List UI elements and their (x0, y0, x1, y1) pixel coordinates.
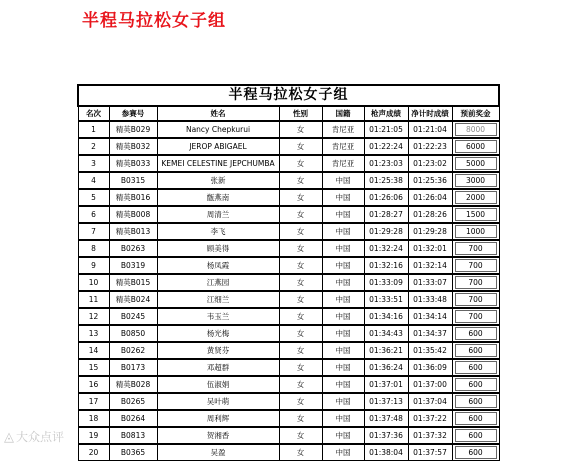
cell-nationality: 中国 (322, 257, 364, 274)
table-row (78, 427, 499, 444)
cell-prize (452, 291, 499, 308)
cell-rank: 9 (78, 257, 109, 274)
table-title: 半程马拉松女子组 (78, 85, 499, 106)
prize-value: 600 (455, 327, 497, 340)
cell-bib: 精英B029 (109, 121, 157, 138)
prize-value: 600 (455, 361, 497, 374)
cell-name: 贺湘香 (157, 427, 279, 444)
cell-gender: 女 (279, 393, 322, 410)
table-row (78, 410, 499, 427)
cell-net-time: 01:34:14 (408, 308, 452, 325)
cell-gun-time: 01:25:38 (364, 172, 408, 189)
cell-name: 伍淑娟 (157, 376, 279, 393)
cell-gun-time: 01:28:27 (364, 206, 408, 223)
cell-name: 江燕园 (157, 274, 279, 291)
cell-net-time: 01:33:48 (408, 291, 452, 308)
cell-bib: 精英B024 (109, 291, 157, 308)
cell-rank: 1 (78, 121, 109, 138)
cell-nationality: 肯尼亚 (322, 121, 364, 138)
cell-rank: 8 (78, 240, 109, 257)
watermark (4, 428, 64, 445)
cell-gender: 女 (279, 240, 322, 257)
cell-nationality: 中国 (322, 206, 364, 223)
table-row (78, 291, 499, 308)
table-row (78, 138, 499, 155)
table-row (78, 206, 499, 223)
prize-value: 6000 (455, 140, 497, 153)
table-row (78, 240, 499, 257)
prize-value: 600 (455, 446, 497, 459)
cell-bib: B0315 (109, 172, 157, 189)
cell-prize (452, 206, 499, 223)
cell-rank: 13 (78, 325, 109, 342)
cell-name: 韦玉兰 (157, 308, 279, 325)
cell-name: Nancy Chepkurui (157, 121, 279, 138)
cell-prize (452, 342, 499, 359)
cell-net-time: 01:34:37 (408, 325, 452, 342)
cell-gender: 女 (279, 410, 322, 427)
cell-net-time: 01:36:09 (408, 359, 452, 376)
cell-prize (452, 359, 499, 376)
cell-nationality: 中国 (322, 291, 364, 308)
cell-name: 张新 (157, 172, 279, 189)
cell-bib: B0365 (109, 444, 157, 461)
prize-value: 700 (455, 310, 497, 323)
cell-prize (452, 376, 499, 393)
cell-nationality: 中国 (322, 274, 364, 291)
cell-bib: 精英B016 (109, 189, 157, 206)
cell-bib: B0245 (109, 308, 157, 325)
cell-net-time: 01:22:23 (408, 138, 452, 155)
prize-value: 700 (455, 276, 497, 289)
cell-name: 李飞 (157, 223, 279, 240)
cell-bib: B0264 (109, 410, 157, 427)
cell-name: 杨光梅 (157, 325, 279, 342)
cell-prize (452, 121, 499, 138)
table-row (78, 376, 499, 393)
cell-net-time: 01:26:04 (408, 189, 452, 206)
table-row (78, 444, 499, 461)
cell-gun-time: 01:37:13 (364, 393, 408, 410)
table-body (78, 121, 499, 461)
cell-gender: 女 (279, 308, 322, 325)
cell-nationality: 中国 (322, 325, 364, 342)
cell-nationality: 中国 (322, 427, 364, 444)
cell-name: 杨凤霞 (157, 257, 279, 274)
prize-value: 700 (455, 293, 497, 306)
cell-gender: 女 (279, 427, 322, 444)
cell-nationality: 中国 (322, 172, 364, 189)
page-heading: 半程马拉松女子组 (82, 11, 226, 31)
cell-rank: 3 (78, 155, 109, 172)
column-header-prize: 预前奖金 (452, 106, 499, 121)
table-row (78, 325, 499, 342)
cell-nationality: 中国 (322, 342, 364, 359)
cell-gun-time: 01:22:24 (364, 138, 408, 155)
camera-icon: ◬ (4, 430, 14, 445)
cell-net-time: 01:37:22 (408, 410, 452, 427)
cell-prize (452, 138, 499, 155)
cell-rank: 17 (78, 393, 109, 410)
cell-gun-time: 01:21:05 (364, 121, 408, 138)
cell-net-time: 01:37:32 (408, 427, 452, 444)
cell-name: 甑燕南 (157, 189, 279, 206)
cell-nationality: 中国 (322, 359, 364, 376)
cell-nationality: 中国 (322, 308, 364, 325)
cell-bib: B0262 (109, 342, 157, 359)
cell-bib: 精英B015 (109, 274, 157, 291)
cell-rank: 7 (78, 223, 109, 240)
table-row (78, 189, 499, 206)
cell-gun-time: 01:37:36 (364, 427, 408, 444)
cell-net-time: 01:35:42 (408, 342, 452, 359)
cell-rank: 20 (78, 444, 109, 461)
cell-rank: 2 (78, 138, 109, 155)
cell-nationality: 中国 (322, 410, 364, 427)
column-header-name: 姓名 (157, 106, 279, 121)
cell-bib: B0263 (109, 240, 157, 257)
cell-rank: 14 (78, 342, 109, 359)
cell-prize (452, 172, 499, 189)
cell-prize (452, 325, 499, 342)
table-row (78, 308, 499, 325)
cell-prize (452, 410, 499, 427)
cell-bib: B0850 (109, 325, 157, 342)
cell-bib: 精英B008 (109, 206, 157, 223)
cell-prize (452, 308, 499, 325)
table-row (78, 121, 499, 138)
cell-prize (452, 257, 499, 274)
cell-prize (452, 240, 499, 257)
cell-gender: 女 (279, 257, 322, 274)
cell-gender: 女 (279, 291, 322, 308)
cell-rank: 16 (78, 376, 109, 393)
cell-gun-time: 01:36:21 (364, 342, 408, 359)
cell-name: 周利辉 (157, 410, 279, 427)
cell-nationality: 肯尼亚 (322, 155, 364, 172)
cell-nationality: 中国 (322, 393, 364, 410)
cell-bib: B0813 (109, 427, 157, 444)
cell-net-time: 01:21:04 (408, 121, 452, 138)
prize-value: 600 (455, 395, 497, 408)
cell-gun-time: 01:34:43 (364, 325, 408, 342)
cell-net-time: 01:32:01 (408, 240, 452, 257)
cell-gun-time: 01:36:24 (364, 359, 408, 376)
cell-rank: 12 (78, 308, 109, 325)
cell-name: 吴叶萌 (157, 393, 279, 410)
cell-net-time: 01:23:02 (408, 155, 452, 172)
cell-nationality: 中国 (322, 376, 364, 393)
cell-gun-time: 01:37:01 (364, 376, 408, 393)
prize-value: 600 (455, 378, 497, 391)
cell-name: 邓超群 (157, 359, 279, 376)
cell-gun-time: 01:23:03 (364, 155, 408, 172)
cell-name: KEMEI CELESTINE JEPCHUMBA (157, 155, 279, 172)
cell-rank: 6 (78, 206, 109, 223)
cell-gender: 女 (279, 342, 322, 359)
cell-bib: B0265 (109, 393, 157, 410)
prize-value: 600 (455, 429, 497, 442)
table-row (78, 393, 499, 410)
cell-gender: 女 (279, 223, 322, 240)
cell-gun-time: 01:34:16 (364, 308, 408, 325)
cell-name: 黄贤芬 (157, 342, 279, 359)
prize-value: 600 (455, 344, 497, 357)
prize-value: 8000 (455, 123, 497, 136)
cell-nationality: 中国 (322, 240, 364, 257)
cell-bib: 精英B013 (109, 223, 157, 240)
column-header-nationality: 国籍 (322, 106, 364, 121)
table-row (78, 342, 499, 359)
cell-bib: B0173 (109, 359, 157, 376)
cell-prize (452, 393, 499, 410)
table-row (78, 274, 499, 291)
cell-gun-time: 01:29:28 (364, 223, 408, 240)
cell-gun-time: 01:26:06 (364, 189, 408, 206)
cell-gender: 女 (279, 359, 322, 376)
cell-gender: 女 (279, 155, 322, 172)
table-row (78, 257, 499, 274)
cell-bib: 精英B032 (109, 138, 157, 155)
prize-value: 600 (455, 412, 497, 425)
table-row (78, 155, 499, 172)
cell-bib: B0319 (109, 257, 157, 274)
cell-gender: 女 (279, 121, 322, 138)
column-header-gun-time: 枪声成绩 (364, 106, 408, 121)
cell-name: 吴盈 (157, 444, 279, 461)
column-header-gender: 性别 (279, 106, 322, 121)
cell-bib: 精英B033 (109, 155, 157, 172)
table-row (78, 223, 499, 240)
cell-rank: 19 (78, 427, 109, 444)
cell-rank: 5 (78, 189, 109, 206)
cell-bib: 精英B028 (109, 376, 157, 393)
cell-net-time: 01:33:07 (408, 274, 452, 291)
cell-gun-time: 01:32:24 (364, 240, 408, 257)
prize-value: 1500 (455, 208, 497, 221)
prize-value: 1000 (455, 225, 497, 238)
table-row (78, 172, 499, 189)
cell-name: 顾美得 (157, 240, 279, 257)
cell-prize (452, 189, 499, 206)
results-table (77, 84, 500, 461)
prize-value: 700 (455, 259, 497, 272)
column-header-rank: 名次 (78, 106, 109, 121)
cell-gun-time: 01:37:48 (364, 410, 408, 427)
prize-value: 700 (455, 242, 497, 255)
cell-gun-time: 01:33:09 (364, 274, 408, 291)
cell-prize (452, 274, 499, 291)
cell-rank: 4 (78, 172, 109, 189)
cell-gun-time: 01:33:51 (364, 291, 408, 308)
cell-net-time: 01:37:00 (408, 376, 452, 393)
cell-prize (452, 155, 499, 172)
cell-prize (452, 427, 499, 444)
cell-gender: 女 (279, 444, 322, 461)
cell-gender: 女 (279, 376, 322, 393)
prize-value: 3000 (455, 174, 497, 187)
cell-gender: 女 (279, 172, 322, 189)
cell-net-time: 01:37:04 (408, 393, 452, 410)
column-header-net-time: 净计时成绩 (408, 106, 452, 121)
prize-value: 2000 (455, 191, 497, 204)
watermark-text: 大众点评 (16, 430, 65, 444)
cell-nationality: 肯尼亚 (322, 138, 364, 155)
cell-rank: 15 (78, 359, 109, 376)
cell-net-time: 01:37:57 (408, 444, 452, 461)
cell-gun-time: 01:32:16 (364, 257, 408, 274)
cell-nationality: 中国 (322, 223, 364, 240)
cell-net-time: 01:28:26 (408, 206, 452, 223)
column-header-bib: 参赛号 (109, 106, 157, 121)
table-header-row (78, 106, 499, 121)
cell-gender: 女 (279, 206, 322, 223)
cell-net-time: 01:32:14 (408, 257, 452, 274)
cell-name: 江细兰 (157, 291, 279, 308)
cell-rank: 18 (78, 410, 109, 427)
cell-rank: 11 (78, 291, 109, 308)
cell-gun-time: 01:38:04 (364, 444, 408, 461)
table-row (78, 359, 499, 376)
cell-nationality: 中国 (322, 189, 364, 206)
cell-prize (452, 223, 499, 240)
cell-net-time: 01:29:28 (408, 223, 452, 240)
cell-net-time: 01:25:36 (408, 172, 452, 189)
cell-gender: 女 (279, 138, 322, 155)
cell-rank: 10 (78, 274, 109, 291)
cell-nationality: 中国 (322, 444, 364, 461)
cell-gender: 女 (279, 189, 322, 206)
cell-gender: 女 (279, 274, 322, 291)
cell-gender: 女 (279, 325, 322, 342)
cell-name: 周清兰 (157, 206, 279, 223)
prize-value: 5000 (455, 157, 497, 170)
cell-name: JEROP ABIGAEL (157, 138, 279, 155)
cell-prize (452, 444, 499, 461)
